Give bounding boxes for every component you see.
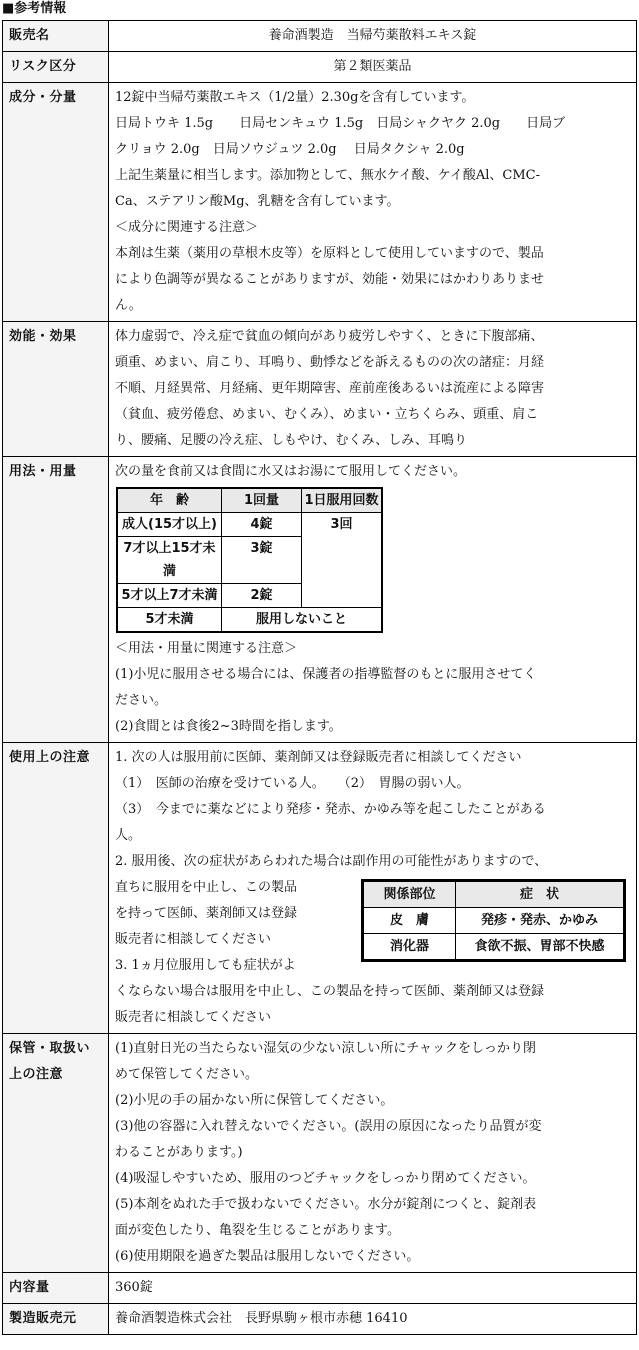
text-line: (3)他の容器に入れ替えないでください。(誤用の原因になったり品質が変	[115, 1119, 542, 1134]
row-value	[109, 322, 637, 457]
row-seller	[3, 21, 637, 52]
row-label: 内容量	[3, 1273, 109, 1304]
dosage-amount: 2錠	[222, 584, 302, 608]
text-line: (1)直射日光の当たらない湿気の少ない涼しい所にチャックをしっかり閉	[115, 1041, 537, 1056]
symptom-part: 消化器	[364, 934, 456, 960]
row-manufacturer	[3, 1304, 637, 1335]
text-line: くならない場合は服用を中止し、この製品を持って医師、薬剤師又は登録	[115, 984, 545, 999]
row-value: 第２類医薬品	[109, 52, 637, 83]
dosage-times: 3回	[302, 513, 382, 608]
row-value: 360錠	[109, 1273, 637, 1304]
text-line: 体力虚弱で、冷え症で貧血の傾向があり疲労しやすく、ときに下腹部痛、	[115, 329, 544, 344]
row-value	[109, 83, 637, 322]
row-label: 製造販売元	[3, 1304, 109, 1335]
symptom-part: 皮 膚	[364, 908, 456, 934]
text-line: (2)小児の手の届かない所に保管してください。	[115, 1093, 394, 1108]
text-line: わることがあります。)	[115, 1145, 243, 1160]
row-label: 効能・効果	[3, 322, 109, 457]
text-line: 12錠中当帰芍薬散エキス（1/2量）2.30gを含有しています。	[115, 90, 475, 105]
row-content	[3, 1273, 637, 1304]
page-title: ■参考情報	[2, 1, 67, 16]
dosage-amount: 3錠	[222, 537, 302, 584]
text-line: (6)使用期限を過ぎた製品は服用しないでください。	[115, 1249, 420, 1264]
text-line: 3. 1ヵ月位服用しても症状がよ	[115, 958, 296, 973]
dosage-age: 5才以上7才未満	[118, 584, 222, 608]
row-risk	[3, 52, 637, 83]
text-line: （3） 今までに薬などにより発疹・発赤、かゆみ等を起こしたことがある	[115, 802, 546, 817]
dosage-age: 7才以上15才未満	[118, 537, 222, 584]
text-line: （1） 医師の治療を受けている人。 （2） 胃腸の弱い人。	[115, 776, 470, 791]
text-line: 頭重、めまい、肩こり、耳鳴り、動悸などを訴えるものの次の諸症：月経	[115, 355, 545, 370]
text-line: により色調等が異なることがありますが、効能・効果にはかわりありませ	[115, 272, 545, 287]
text-line: ＜成分に関連する注意＞	[115, 220, 259, 235]
dosage-age: 成人(15才以上)	[118, 513, 222, 537]
text-line: 面が変色したり、亀裂を生じることがあります。	[115, 1223, 400, 1238]
symptom-header: 関係部位	[364, 882, 456, 908]
dosage-header: 年 齢	[118, 489, 222, 513]
row-precautions	[3, 743, 637, 1034]
symptom-header: 症 状	[456, 882, 624, 908]
dosage-amount: 服用しないこと	[222, 608, 382, 632]
symptom-desc: 食欲不振、胃部不快感	[456, 934, 624, 960]
info-table	[2, 20, 637, 1335]
row-value	[109, 457, 637, 743]
text-line: ＜用法・用量に関連する注意＞	[115, 641, 298, 656]
text-line: 1. 次の人は服用前に医師、薬剤師又は登録販売者に相談してください	[115, 750, 522, 765]
text-line: 販売者に相談してください	[115, 1010, 272, 1025]
text-line: ださい。	[115, 693, 168, 708]
row-label: リスク区分	[3, 52, 109, 83]
dosage-age: 5才未満	[118, 608, 222, 632]
text-line: (4)吸湿しやすいため、服用のつどチャックをしっかり閉めてください。	[115, 1171, 536, 1186]
row-ingredients	[3, 83, 637, 322]
text-line: 人。	[115, 828, 142, 843]
row-label: 用法・用量	[3, 457, 109, 743]
dosage-table	[117, 488, 382, 632]
text-line: り、腰痛、足腰の冷え症、しもやけ、むくみ、しみ、耳鳴り	[115, 433, 468, 448]
symptom-table	[363, 881, 624, 960]
text-line: めて保管してください。	[115, 1067, 259, 1082]
row-label: 成分・分量	[3, 83, 109, 322]
row-efficacy	[3, 322, 637, 457]
text-line: 次の量を食前又は食間に水又はお湯にて服用してください。	[115, 464, 467, 479]
text-line: 直ちに服用を中止し、この製品	[115, 880, 298, 895]
text-line: （貧血、疲労倦怠、めまい、むくみ）、めまい・立ちくらみ、頭重、肩こ	[115, 407, 539, 422]
text-line: ん。	[115, 298, 142, 313]
symptom-desc: 発疹・発赤、かゆみ	[456, 908, 624, 934]
text-line: Ca、ステアリン酸Mg、乳糖を含有しています。	[115, 194, 400, 209]
row-value: 養命酒製造株式会社 長野県駒ヶ根市赤穂 16410	[109, 1304, 637, 1335]
row-label: 使用上の注意	[3, 743, 109, 1034]
side-text-block	[115, 875, 630, 979]
dosage-header: 1日服用回数	[302, 489, 382, 513]
row-value	[109, 1034, 637, 1273]
text-line: 販売者に相談してください	[115, 932, 272, 947]
text-line: 上記生薬量に相当します。添加物として、無水ケイ酸、ケイ酸Al、CMC-	[115, 168, 541, 183]
row-value: 養命酒製造 当帰芍薬散料エキス錠	[109, 21, 637, 52]
text-line: 2. 服用後、次の症状があらわれた場合は副作用の可能性がありますので、	[115, 854, 548, 869]
row-label: 保管・取扱い上の注意	[3, 1034, 109, 1273]
row-storage	[3, 1034, 637, 1273]
row-value	[109, 743, 637, 1034]
text-line: 不順、月経異常、月経痛、更年期障害、産前産後あるいは流産による障害	[115, 381, 545, 396]
text-line: を持って医師、薬剤師又は登録	[115, 906, 298, 921]
row-dosage	[3, 457, 637, 743]
text-line: (1)小児に服用させる場合には、保護者の指導監督のもとに服用させてく	[115, 667, 537, 682]
text-line: 日局トウキ 1.5g 日局センキュウ 1.5g 日局シャクヤク 2.0g 日局ブ	[115, 116, 566, 131]
text-line: 本剤は生薬（薬用の草根木皮等）を原料として使用していますので、製品	[115, 246, 544, 261]
text-line: クリョウ 2.0g 日局ソウジュツ 2.0g 日局タクシャ 2.0g	[115, 142, 465, 157]
dosage-amount: 4錠	[222, 513, 302, 537]
row-label: 販売名	[3, 21, 109, 52]
text-line: (2)食間とは食後2~3時間を指します。	[115, 719, 342, 734]
text-line: (5)本剤をぬれた手で扱わないでください。水分が錠剤につくと、錠剤表	[115, 1197, 537, 1212]
dosage-header: 1回量	[222, 489, 302, 513]
